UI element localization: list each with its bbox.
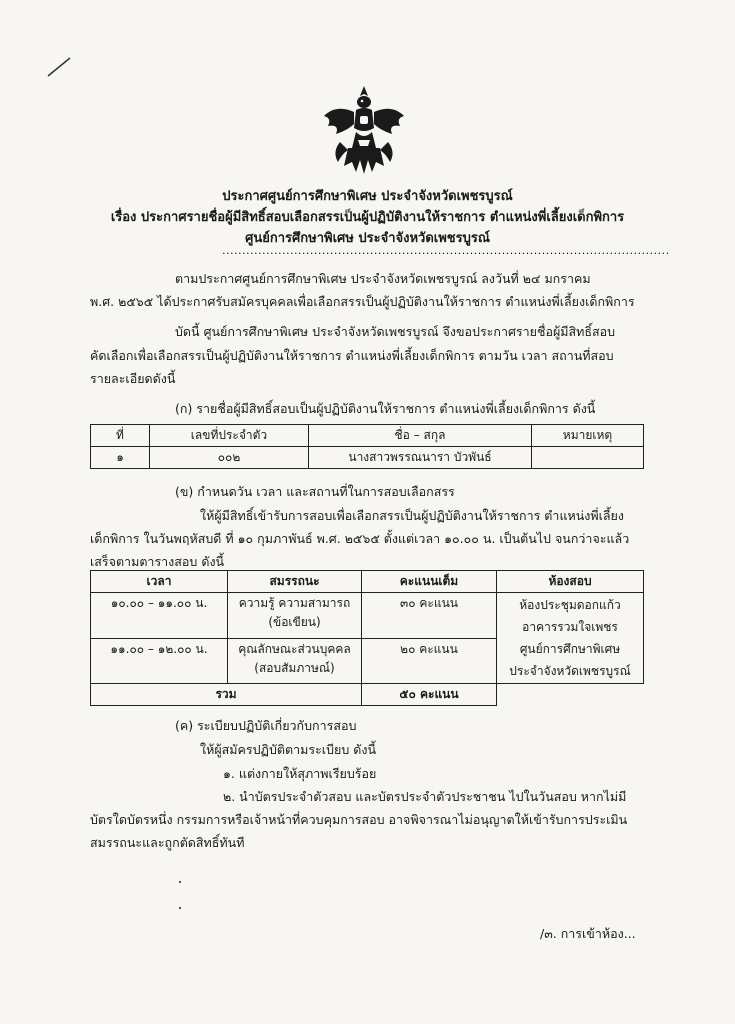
score-cell: ๓๐ คะแนน [362, 593, 497, 639]
paragraph-2-line-3: รายละเอียดดังนี้ [90, 371, 176, 386]
competency-method: (ข้อเขียน) [268, 615, 321, 629]
garuda-emblem [318, 82, 410, 178]
rule-item-2-line-2: บัตรใดบัตรหนึ่ง กรรมการหรือเจ้าหน้าที่ควบคุมการสอบ อาจพิจารณาไม่อนุญาตให้เข้ารับการประเมิน [90, 812, 628, 827]
candidate-table [90, 424, 644, 469]
competency-cell [228, 593, 362, 639]
competency-method: (สอบสัมภาษณ์) [254, 660, 335, 675]
room-line: ศูนย์การศึกษาพิเศษ [519, 642, 621, 656]
total-row [91, 684, 644, 706]
section-b-line-3: เสร็จตามตารางสอบ ดังนี้ [90, 554, 225, 569]
announcement-agency: ศูนย์การศึกษาพิเศษ ประจำจังหวัดเพชรบูรณ์ [245, 231, 490, 246]
column-header: เวลา [91, 571, 228, 593]
total-score: ๕๐ คะแนน [362, 684, 497, 706]
total-label: รวม [91, 684, 362, 706]
table-header-row [91, 425, 644, 447]
title-divider: ................................................................................................................ [222, 244, 670, 257]
column-header: สมรรถนะ [228, 571, 362, 593]
exam-room-cell [497, 593, 644, 684]
table-header-row [91, 571, 644, 593]
column-header: หมายเหตุ [532, 425, 644, 447]
section-b-line-2: เด็กพิการ ในวันพฤหัสบดี ที่ ๑๐ กุมภาพันธ์ พ.ศ. ๒๕๖๕ ตั้งแต่เวลา ๑๐.๐๐ น. เป็นต้นไป จนกว่าจะแล้ว [90, 531, 630, 546]
column-header: ห้องสอบ [497, 571, 644, 593]
exam-schedule-table [90, 570, 644, 706]
rule-item-2-line-3: สมรรถนะและถูกตัดสิทธิ์ทันที [90, 835, 245, 850]
room-line: ประจำจังหวัดเพชรบูรณ์ [509, 664, 631, 678]
page-continuation: /๓. การเข้าห้อง... [540, 926, 636, 941]
pen-mark [44, 54, 74, 80]
section-a-heading: (ก) รายชื่อผู้มีสิทธิ์สอบเป็นผู้ปฏิบัติงานให้ราชการ ตำแหน่งพี่เลี้ยงเด็กพิการ ดังนี้ [175, 401, 596, 416]
column-header: คะแนนเต็ม [362, 571, 497, 593]
table-cell: ๐๐๒ [150, 447, 309, 469]
section-c-heading: (ค) ระเบียบปฏิบัติเกี่ยวกับการสอบ [175, 718, 357, 733]
section-b-heading: (ข) กำหนดวัน เวลา และสถานที่ในการสอบเลือกสรร [175, 484, 455, 499]
column-header: ชื่อ – สกุล [309, 425, 532, 447]
table-cell [532, 447, 644, 469]
time-cell: ๑๐.๐๐ – ๑๑.๐๐ น. [91, 593, 228, 639]
column-header: ที่ [91, 425, 150, 447]
announcement-subject: เรื่อง ประกาศรายชื่อผู้มีสิทธิ์สอบเลือกสรรเป็นผู้ปฏิบัติงานให้ราชการ ตำแหน่งพี่เลี้ยงเด็กพิการ [110, 210, 625, 225]
announcement-title: ประกาศศูนย์การศึกษาพิเศษ ประจำจังหวัดเพชรบูรณ์ [222, 189, 513, 204]
table-cell: ๑ [91, 447, 150, 469]
competency-name: ความรู้ ความสามารถ [238, 596, 351, 610]
competency-name: คุณลักษณะส่วนบุคคล [238, 641, 351, 656]
score-cell: ๒๐ คะแนน [362, 638, 497, 684]
table-row [91, 447, 644, 469]
dot-mark [179, 907, 181, 909]
paragraph-2-line-2: คัดเลือกเพื่อเลือกสรรเป็นผู้ปฏิบัติงานให้ราชการ ตำแหน่งพี่เลี้ยงเด็กพิการ ตามวัน เวลา สถานที่สอบ [90, 348, 614, 363]
rule-item-1: ๑. แต่งกายให้สุภาพเรียบร้อย [223, 766, 377, 781]
table-row [91, 593, 644, 639]
time-cell: ๑๑.๐๐ – ๑๒.๐๐ น. [91, 638, 228, 684]
room-line: อาคารรวมใจเพชร [522, 620, 618, 634]
table-cell: นางสาวพรรณนารา บัวพันธ์ [309, 447, 532, 469]
dot-mark [179, 881, 181, 883]
paragraph-1-line-1: ตามประกาศศูนย์การศึกษาพิเศษ ประจำจังหวัดเพชรบูรณ์ ลงวันที่ ๒๔ มกราคม [175, 271, 591, 286]
room-line: ห้องประชุมดอกแก้ว [519, 598, 621, 612]
column-header: เลขที่ประจำตัว [150, 425, 309, 447]
paragraph-2-line-1: บัดนี้ ศูนย์การศึกษาพิเศษ ประจำจังหวัดเพชรบูรณ์ จึงขอประกาศรายชื่อผู้มีสิทธิ์สอบ [175, 324, 616, 339]
competency-cell [228, 638, 362, 684]
section-b-line-1: ให้ผู้มีสิทธิ์เข้ารับการสอบเพื่อเลือกสรรเป็นผู้ปฏิบัติงานให้ราชการ ตำแหน่งพี่เลี้ยง [200, 508, 624, 523]
section-c-intro: ให้ผู้สมัครปฏิบัติตามระเบียบ ดังนี้ [200, 742, 377, 757]
rule-item-2-line-1: ๒. นำบัตรประจำตัวสอบ และบัตรประจำตัวประชาชน ไปในวันสอบ หากไม่มี [223, 789, 627, 804]
paragraph-1-line-2: พ.ศ. ๒๕๖๕ ได้ประกาศรับสมัครบุคคลเพื่อเลือกสรรเป็นผู้ปฏิบัติงานให้ราชการ ตำแหน่งพี่เลี้ยงเด็กพิการ [90, 294, 635, 309]
empty-cell [497, 684, 644, 706]
